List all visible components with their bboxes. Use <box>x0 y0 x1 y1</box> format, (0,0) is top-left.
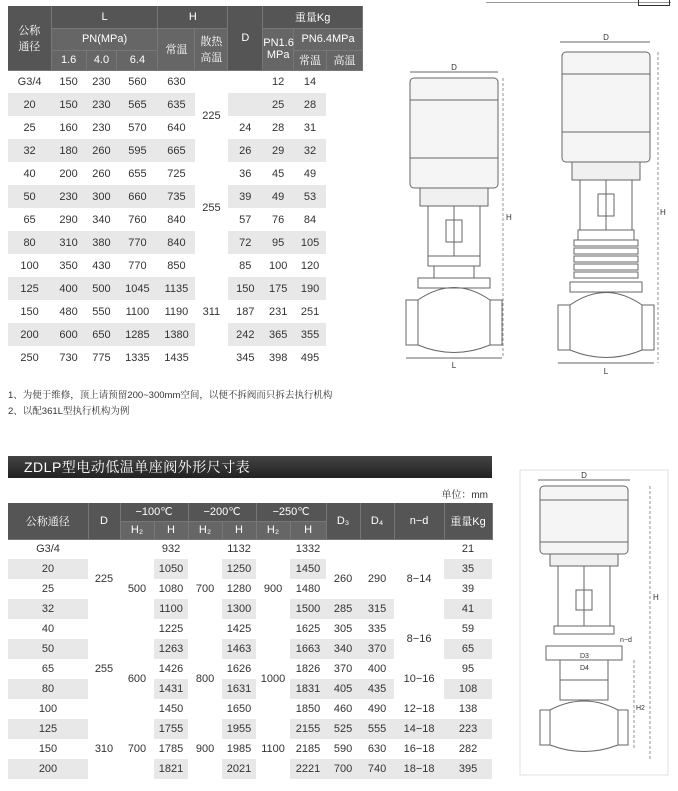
cell: 230 <box>86 70 117 93</box>
cell-dn: 125 <box>8 719 88 739</box>
cell: 180 <box>51 139 86 162</box>
cell-h-200: 1250 <box>222 559 256 579</box>
cell: 355 <box>294 323 327 346</box>
cell-d3 <box>326 539 360 559</box>
cell: 120 <box>294 254 327 277</box>
cell: 32 <box>8 139 51 162</box>
cell-d4: 400 <box>360 659 394 679</box>
cell-h-250: 2155 <box>290 719 326 739</box>
cell-h2-250: 900 <box>256 539 290 639</box>
cell: 53 <box>294 185 327 208</box>
cell: 160 <box>51 116 86 139</box>
cell-h2-250: 1000 <box>256 639 290 719</box>
unit-label: 单位：mm <box>441 490 488 501</box>
cell-h-250: 1625 <box>290 619 326 639</box>
cell: 775 <box>86 346 117 369</box>
cell: 28 <box>263 116 294 139</box>
cell: 1190 <box>158 300 195 323</box>
header2-nd: n−d <box>394 503 444 539</box>
cell: 565 <box>117 93 158 116</box>
dim-D-1: D <box>451 63 457 72</box>
cell: 650 <box>86 323 117 346</box>
cell-d3: 260 <box>326 559 360 599</box>
cell-d4: 630 <box>360 739 394 759</box>
header-w-pn64: PN6.4MPa <box>294 28 363 50</box>
cell-nd: 8−16 <box>394 619 444 659</box>
table-row <box>8 116 363 139</box>
cell: 76 <box>263 208 294 231</box>
cell: 187 <box>228 300 263 323</box>
cell <box>228 70 263 93</box>
cell-nd: 16−18 <box>394 739 444 759</box>
cell-h-250: 1831 <box>290 679 326 699</box>
cell-h2-100: 600 <box>120 639 154 719</box>
table-row <box>8 254 363 277</box>
cell: 1100 <box>117 300 158 323</box>
cell: 550 <box>86 300 117 323</box>
header-pn: PN(MPa) <box>51 28 158 50</box>
cell: 24 <box>228 116 263 139</box>
cell-dn: 150 <box>8 739 88 759</box>
cell: 260 <box>86 162 117 185</box>
table-row <box>8 739 492 759</box>
cell: 230 <box>51 185 86 208</box>
header2-200-h: H <box>222 521 256 539</box>
cell: G3/4 <box>8 70 51 93</box>
dim-D4: D4 <box>580 665 589 672</box>
cell: 49 <box>263 185 294 208</box>
cell: 190 <box>294 277 327 300</box>
cell: 665 <box>158 139 195 162</box>
header-h-normal: 常温 <box>158 28 195 70</box>
table-row <box>8 659 492 679</box>
cell-weight: 395 <box>444 759 492 779</box>
cell: 1045 <box>117 277 158 300</box>
table-row <box>8 162 363 185</box>
header-pn64: 6.4 <box>117 50 158 70</box>
cell: 28 <box>294 93 327 116</box>
table-row <box>8 699 492 719</box>
cell: 635 <box>158 93 195 116</box>
cell-h-250: 1500 <box>290 599 326 619</box>
dimension-table-2 <box>8 503 493 779</box>
cell-d: 310 <box>88 719 120 779</box>
cell-d3: 590 <box>326 739 360 759</box>
cell-h-200: 1985 <box>222 739 256 759</box>
cell: 310 <box>51 231 86 254</box>
table-row <box>8 70 363 93</box>
cell-d3: 460 <box>326 699 360 719</box>
cell-h-200: 1463 <box>222 639 256 659</box>
header-H: H <box>158 6 228 28</box>
cell-nd: 12−18 <box>394 699 444 719</box>
cell-d: 225 <box>195 70 228 162</box>
cell-dn: 200 <box>8 759 88 779</box>
cell: 655 <box>117 162 158 185</box>
cell: 630 <box>158 70 195 93</box>
cell-h-200: 1300 <box>222 599 256 619</box>
header2-200: −200℃ <box>188 503 256 521</box>
cell-weight: 138 <box>444 699 492 719</box>
cell-d3: 305 <box>326 619 360 639</box>
cell: 770 <box>117 254 158 277</box>
cell-h-250: 1450 <box>290 559 326 579</box>
cell: 760 <box>117 208 158 231</box>
cell-h2-250: 1100 <box>256 719 290 779</box>
table-row <box>8 759 492 779</box>
header2-weight: 重量Kg <box>444 503 492 539</box>
header2-100-h2: H₂ <box>120 521 154 539</box>
cell-h-100: 1450 <box>154 699 188 719</box>
cell-h2-100: 700 <box>120 719 154 779</box>
cell: 1285 <box>117 323 158 346</box>
cell: 150 <box>51 93 86 116</box>
cell: 260 <box>86 139 117 162</box>
cell-d3: 700 <box>326 759 360 779</box>
dim-L-2: L <box>603 367 609 376</box>
header-pn40: 4.0 <box>86 50 117 70</box>
cell: 251 <box>294 300 327 323</box>
cell: 500 <box>86 277 117 300</box>
cell-d4: 555 <box>360 719 394 739</box>
cell-h-200: 1425 <box>222 619 256 639</box>
cell-h-100: 1431 <box>154 679 188 699</box>
cell: 125 <box>8 277 51 300</box>
header2-250: −250℃ <box>256 503 326 521</box>
cell-h-100: 932 <box>154 539 188 559</box>
cell: 150 <box>8 300 51 323</box>
cell-d3: 370 <box>326 659 360 679</box>
cell-nd: 8−14 <box>394 539 444 619</box>
cell: 20 <box>8 93 51 116</box>
cell: 730 <box>51 346 86 369</box>
header-w-high: 高温 <box>326 50 362 70</box>
cell-h-100: 1225 <box>154 619 188 639</box>
note-2: 2、以配361L型执行机构为例 <box>8 406 130 417</box>
valve-drawing-1 <box>398 60 512 380</box>
cell: 25 <box>263 93 294 116</box>
header-weight: 重量Kg <box>263 6 363 28</box>
cell <box>228 93 263 116</box>
cell-weight: 21 <box>444 539 492 559</box>
cell-h-100: 1050 <box>154 559 188 579</box>
cell-d4: 335 <box>360 619 394 639</box>
dim-H-3: H <box>653 593 659 602</box>
cell: 560 <box>117 70 158 93</box>
cell: 365 <box>263 323 294 346</box>
note-1: 1、为便于维修，顶上请预留200~300mm空间，以便不拆阀而只拆去执行机构 <box>8 390 333 401</box>
cell-d: 255 <box>195 162 228 254</box>
table-row <box>8 185 363 208</box>
cell: 45 <box>263 162 294 185</box>
table-row <box>8 323 363 346</box>
cell-dn: G3/4 <box>8 539 88 559</box>
dim-H-2: H <box>660 208 666 217</box>
cell-h-200: 1626 <box>222 659 256 679</box>
cell: 840 <box>158 231 195 254</box>
cell-weight: 223 <box>444 719 492 739</box>
dim-D-3: D <box>581 471 587 480</box>
cell: 1335 <box>117 346 158 369</box>
cell-dn: 100 <box>8 699 88 719</box>
cell-h2-200: 700 <box>188 539 222 639</box>
valve-drawing-2 <box>550 30 668 380</box>
cell: 25 <box>8 116 51 139</box>
table-row <box>8 539 492 559</box>
cell-weight: 35 <box>444 559 492 579</box>
cell-h-100: 1263 <box>154 639 188 659</box>
table-row <box>8 277 363 300</box>
cell-weight: 59 <box>444 619 492 639</box>
cell-h-250: 1332 <box>290 539 326 559</box>
header-pn16: 1.6 <box>51 50 86 70</box>
cell-h-200: 1631 <box>222 679 256 699</box>
cell-d4: 740 <box>360 759 394 779</box>
cell: 1135 <box>158 277 195 300</box>
section-title: ZDLP型电动低温单座阀外形尺寸表 <box>8 456 492 478</box>
cell-d3: 285 <box>326 599 360 619</box>
cell: 12 <box>263 70 294 93</box>
cell-nd: 14−18 <box>394 719 444 739</box>
cell: 200 <box>8 323 51 346</box>
dim-D3: D3 <box>580 653 589 660</box>
cell: 36 <box>228 162 263 185</box>
cell-h-200: 2021 <box>222 759 256 779</box>
cell-h-250: 1663 <box>290 639 326 659</box>
cell-d3: 525 <box>326 719 360 739</box>
cell: 29 <box>263 139 294 162</box>
cell: 50 <box>8 185 51 208</box>
cell-weight: 282 <box>444 739 492 759</box>
cell-h-100: 1426 <box>154 659 188 679</box>
cell-d4 <box>360 539 394 559</box>
cell: 242 <box>228 323 263 346</box>
cell-h-200: 1650 <box>222 699 256 719</box>
header2-D: D <box>88 503 120 539</box>
cell: 300 <box>86 185 117 208</box>
cell: 49 <box>294 162 327 185</box>
cell: 72 <box>228 231 263 254</box>
cell-weight: 65 <box>444 639 492 659</box>
cell-d3: 405 <box>326 679 360 699</box>
cell: 1380 <box>158 323 195 346</box>
header-L: L <box>51 6 158 28</box>
cell-dn: 65 <box>8 659 88 679</box>
table-row <box>8 346 363 369</box>
cell-h-200: 1280 <box>222 579 256 599</box>
cell-weight: 39 <box>444 579 492 599</box>
cell: 85 <box>228 254 263 277</box>
cell: 105 <box>294 231 327 254</box>
cell: 26 <box>228 139 263 162</box>
cell-dn: 25 <box>8 579 88 599</box>
cell-dn: 20 <box>8 559 88 579</box>
cell: 595 <box>117 139 158 162</box>
table-row <box>8 93 363 116</box>
cell: 95 <box>263 231 294 254</box>
cell: 200 <box>51 162 86 185</box>
cell-d4: 290 <box>360 559 394 599</box>
cell: 231 <box>263 300 294 323</box>
cell: 100 <box>8 254 51 277</box>
cell-h-250: 1480 <box>290 579 326 599</box>
cell: 80 <box>8 231 51 254</box>
cell-d4: 435 <box>360 679 394 699</box>
cell: 150 <box>51 70 86 93</box>
cell-h2-200: 800 <box>188 639 222 719</box>
cell-h-100: 1821 <box>154 759 188 779</box>
cell: 230 <box>86 116 117 139</box>
header-D: D <box>228 6 263 70</box>
cell-h-100: 1755 <box>154 719 188 739</box>
cell: 84 <box>294 208 327 231</box>
header-w-normal: 常温 <box>294 50 327 70</box>
cell-h-100: 1080 <box>154 579 188 599</box>
header2-100: −100℃ <box>120 503 188 521</box>
table-row <box>8 619 492 639</box>
cell: 570 <box>117 116 158 139</box>
cell-weight: 108 <box>444 679 492 699</box>
cell-dn: 32 <box>8 599 88 619</box>
cell-dn: 50 <box>8 639 88 659</box>
cell: 660 <box>117 185 158 208</box>
cell-d: 311 <box>195 254 228 369</box>
cell-h2-100: 500 <box>120 539 154 639</box>
cell: 735 <box>158 185 195 208</box>
cell-h-200: 1955 <box>222 719 256 739</box>
cell: 250 <box>8 346 51 369</box>
cell-d: 225 <box>88 539 120 619</box>
cell: 480 <box>51 300 86 323</box>
cell: 495 <box>294 346 327 369</box>
cell: 345 <box>228 346 263 369</box>
header-w-pn16: PN1.6 MPa <box>263 28 294 70</box>
header2-D3: D₃ <box>326 503 360 539</box>
cell: 725 <box>158 162 195 185</box>
cell-h-200: 1132 <box>222 539 256 559</box>
cell-h-250: 2185 <box>290 739 326 759</box>
cell-dn: 40 <box>8 619 88 639</box>
cell: 65 <box>8 208 51 231</box>
cell: 31 <box>294 116 327 139</box>
header-h-heat: 散热 高温 <box>195 28 228 70</box>
cell: 400 <box>51 277 86 300</box>
cell: 640 <box>158 116 195 139</box>
cell-h2-200: 900 <box>188 719 222 779</box>
cell: 290 <box>51 208 86 231</box>
header2-D4: D₄ <box>360 503 394 539</box>
cell-d3: 340 <box>326 639 360 659</box>
cell-dn: 80 <box>8 679 88 699</box>
cell-d: 255 <box>88 619 120 719</box>
table-row <box>8 231 363 254</box>
cell-d4: 315 <box>360 599 394 619</box>
table-row <box>8 300 363 323</box>
cell: 350 <box>51 254 86 277</box>
valve-drawing-3 <box>520 470 668 775</box>
cell: 380 <box>86 231 117 254</box>
cell: 230 <box>86 93 117 116</box>
cell: 430 <box>86 254 117 277</box>
cell: 40 <box>8 162 51 185</box>
cell: 340 <box>86 208 117 231</box>
cell-h-250: 1850 <box>290 699 326 719</box>
cell: 39 <box>228 185 263 208</box>
table-row <box>8 208 363 231</box>
header2-100-h: H <box>154 521 188 539</box>
header2-250-h: H <box>290 521 326 539</box>
cell-h-250: 2221 <box>290 759 326 779</box>
corner-tab <box>638 0 670 6</box>
cell: 57 <box>228 208 263 231</box>
cell: 100 <box>263 254 294 277</box>
cell-d4: 370 <box>360 639 394 659</box>
cell-h-250: 1826 <box>290 659 326 679</box>
dimension-table-1 <box>8 6 363 369</box>
table-row <box>8 719 492 739</box>
header2-250-h2: H₂ <box>256 521 290 539</box>
cell-weight: 41 <box>444 599 492 619</box>
cell: 770 <box>117 231 158 254</box>
cell-h-100: 1100 <box>154 599 188 619</box>
table-row <box>8 139 363 162</box>
dim-D-2: D <box>603 33 609 42</box>
dim-H2: H2 <box>636 705 645 712</box>
dim-H-1: H <box>506 213 512 222</box>
cell: 600 <box>51 323 86 346</box>
cell-weight: 95 <box>444 659 492 679</box>
cell: 1435 <box>158 346 195 369</box>
cell: 175 <box>263 277 294 300</box>
dim-L-1: L <box>451 361 457 370</box>
header-nominal: 公称 通径 <box>8 6 51 70</box>
cell: 150 <box>228 277 263 300</box>
header2-200-h2: H₂ <box>188 521 222 539</box>
cell: 14 <box>294 70 327 93</box>
dim-nd: n−d <box>620 637 632 644</box>
cell: 32 <box>294 139 327 162</box>
cell-nd: 18−18 <box>394 759 444 779</box>
cell-h-100: 1785 <box>154 739 188 759</box>
header2-nominal: 公称通径 <box>8 503 88 539</box>
cell-d4: 490 <box>360 699 394 719</box>
cell-nd: 10−16 <box>394 659 444 699</box>
cell: 850 <box>158 254 195 277</box>
cell: 398 <box>263 346 294 369</box>
cell: 840 <box>158 208 195 231</box>
